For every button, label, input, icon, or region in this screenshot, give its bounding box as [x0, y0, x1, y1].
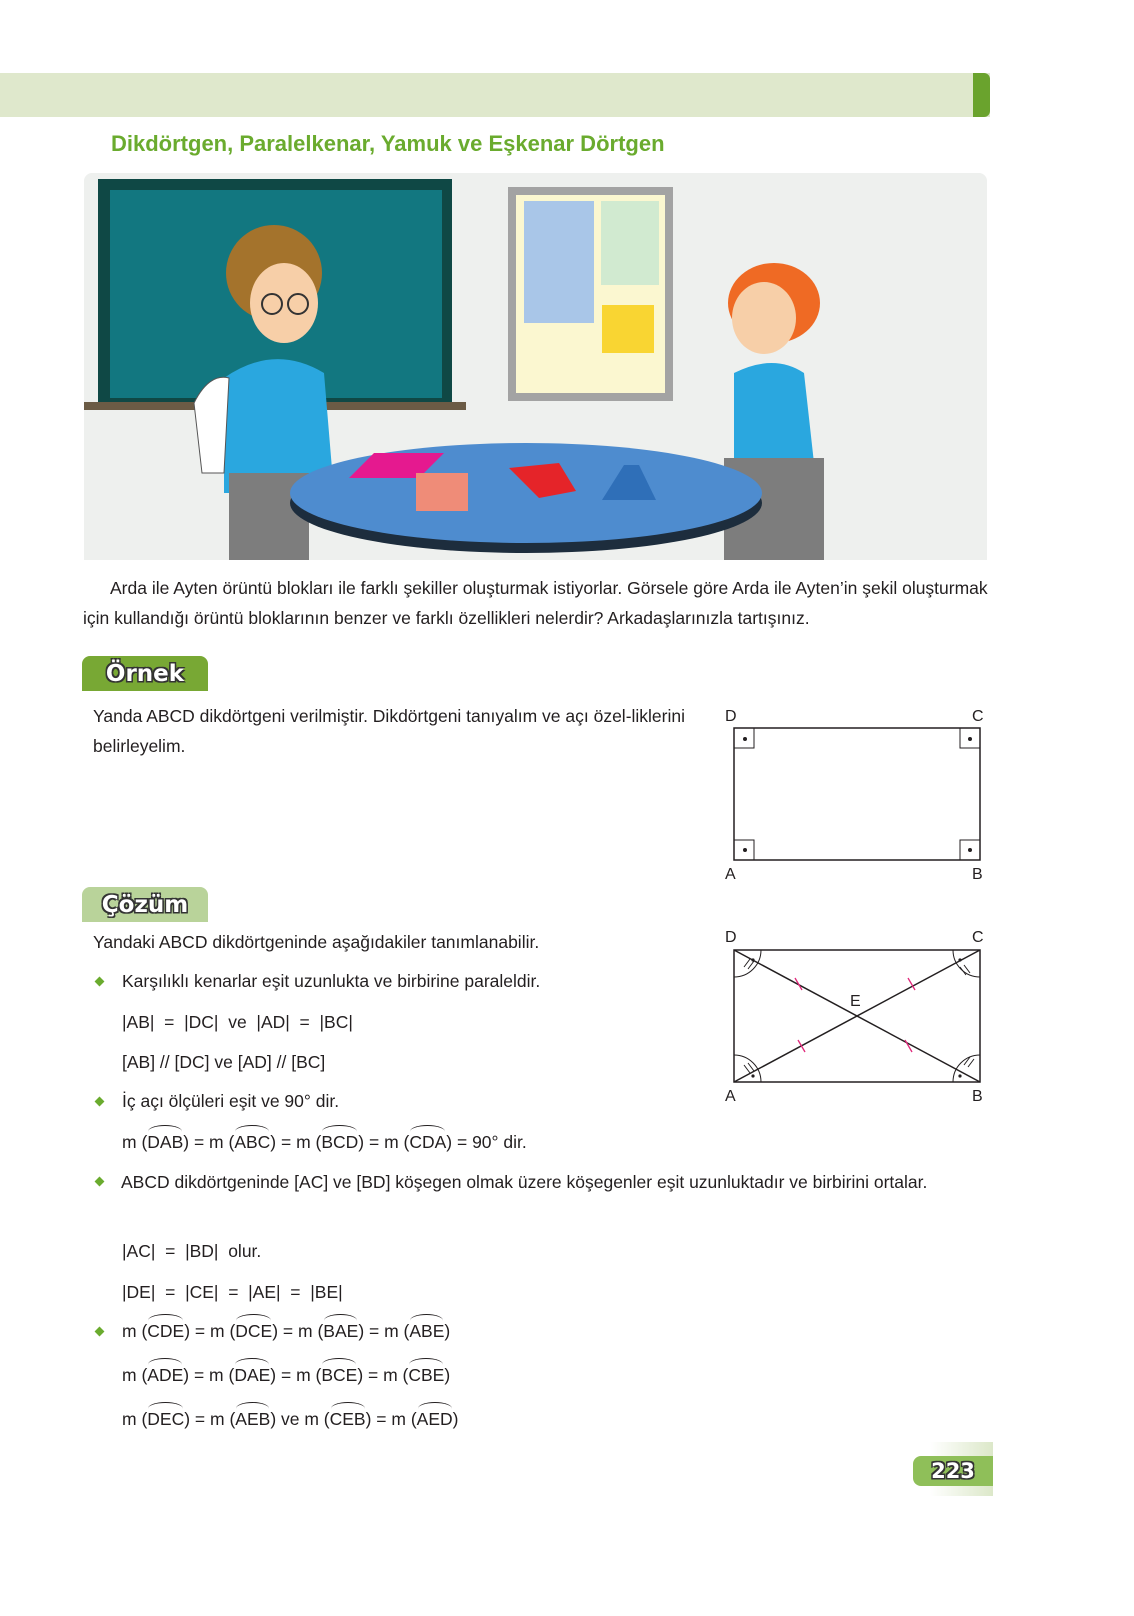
angle-name: AED [416, 1409, 453, 1429]
section-title: Dikdörtgen, Paralelkenar, Yamuk ve Eşkenar Dörtgen [111, 131, 665, 156]
math-text: ) = m ( [183, 1132, 235, 1152]
example-badge: Örnek [82, 656, 208, 691]
vertex-label-c: C [972, 708, 984, 725]
math-text: ) = m ( [358, 1132, 410, 1152]
angle-name: ADE [147, 1365, 184, 1385]
math-text: ) = m ( [357, 1365, 409, 1385]
math-text: ) [444, 1321, 451, 1341]
angle-name: DEC [147, 1409, 185, 1429]
angle-name: CEB [329, 1409, 366, 1429]
classroom-illustration [84, 173, 987, 560]
math-text: m ( [122, 1321, 148, 1341]
page-number: 223 [913, 1456, 993, 1486]
header-band-accent [973, 73, 990, 117]
equation-angles [122, 1132, 527, 1153]
property-angles: İç açı ölçüleri eşit ve 90° dir. [122, 1091, 340, 1111]
math-text: ) ve m ( [270, 1409, 330, 1429]
bullet-icon [95, 1097, 105, 1107]
math-text: ) = m ( [358, 1321, 410, 1341]
equation-diagonals: |AC| = |BD| olur. [122, 1241, 262, 1261]
math-text: ) = m ( [365, 1409, 417, 1429]
equation-parallel: [AB] // [DC] ve [AD] // [BC] [122, 1052, 326, 1072]
vertex-label-d: D [725, 929, 737, 946]
angle-name: CDA [409, 1132, 447, 1152]
vertex-label-d: D [725, 708, 737, 725]
vertex-label-a: A [725, 1088, 736, 1105]
angle-name: DCE [235, 1321, 273, 1341]
equation-angles-4 [122, 1409, 458, 1430]
math-text: ) = m ( [184, 1409, 236, 1429]
math-text: ) = m ( [272, 1321, 324, 1341]
bullet-icon [95, 1177, 105, 1187]
angle-name: BCD [321, 1132, 359, 1152]
math-text: ) = 90° dir. [446, 1132, 527, 1152]
angle-name: DAE [234, 1365, 271, 1385]
math-text: ) = m ( [270, 1132, 322, 1152]
property-sides: Karşılıklı kenarlar eşit uzunlukta ve birbirine paraleldir. [122, 971, 541, 991]
vertex-label-e: E [850, 993, 861, 1010]
vertex-label-c: C [972, 929, 984, 946]
math-text: ) = m ( [183, 1365, 235, 1385]
math-text: ) = m ( [270, 1365, 322, 1385]
angle-name: ABE [409, 1321, 445, 1341]
equation-angles-2 [122, 1321, 450, 1342]
equation-angles-3 [122, 1365, 450, 1386]
header-band [0, 73, 990, 117]
property-diagonals: ABCD dikdörtgeninde [AC] ve [BD] köşegen olmak üzere köşegenler eşit uzunluktadır ve birbirini ortalar. [121, 1172, 928, 1192]
angle-name: DAB [147, 1132, 184, 1152]
math-text: m ( [122, 1132, 148, 1152]
solution-badge: Çözüm [82, 887, 208, 922]
math-text: ) [452, 1409, 459, 1429]
angle-name: ABC [234, 1132, 271, 1152]
intro-paragraph: Arda ile Ayten örüntü blokları ile farklı şekiller oluşturmak istiyorlar. Görsele göre Arda ile Ayten’in şekil oluşturmak için kullandığı örüntü bloklarının benzer ve farklı özellikleri nelerdir? Arkadaşlarınızla tartışınız. [83, 578, 988, 628]
bullet-icon [95, 1327, 105, 1337]
angle-name: BAE [323, 1321, 359, 1341]
vertex-label-b: B [972, 866, 983, 883]
equation-half-diagonals: |DE| = |CE| = |AE| = |BE| [122, 1282, 343, 1302]
example-text: Yanda ABCD dikdörtgeni verilmiştir. Dikdörtgeni tanıyalım ve açı özel-liklerini belirleyelim. [93, 706, 686, 756]
bullet-icon [95, 977, 105, 987]
vertex-label-b: B [972, 1088, 983, 1105]
angle-name: CDE [147, 1321, 185, 1341]
equation-side-lengths: |AB| = |DC| ve |AD| = |BC| [122, 1012, 353, 1032]
angle-name: AEB [235, 1409, 271, 1429]
math-text: ) [444, 1365, 451, 1385]
angle-name: CBE [408, 1365, 445, 1385]
math-text: ) = m ( [184, 1321, 236, 1341]
solution-intro: Yandaki ABCD dikdörtgeninde aşağıdakiler tanımlanabilir. [93, 932, 540, 952]
math-text: m ( [122, 1409, 148, 1429]
vertex-label-a: A [725, 866, 736, 883]
angle-name: BCE [321, 1365, 358, 1385]
math-text: m ( [122, 1365, 148, 1385]
